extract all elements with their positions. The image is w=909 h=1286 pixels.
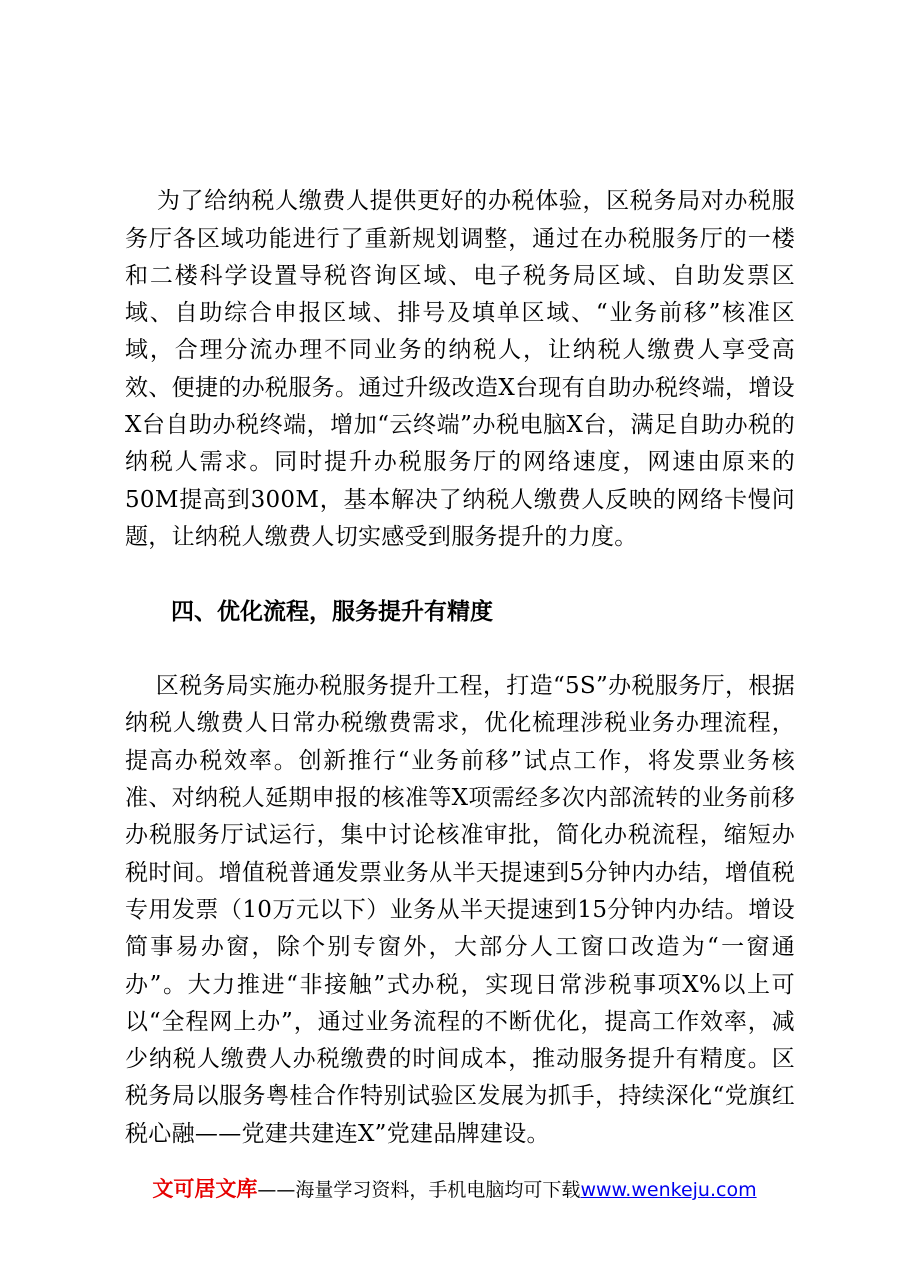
paragraph-2-line-12: 间成本，推动服务提升有精度。区税务局以服务粤桂合作特别 [125, 1046, 795, 1110]
paragraph-2-line-13: 试验区发展为抓手，持续深化“党旗红税心融——党建共建连 [125, 1083, 796, 1147]
paragraph-2-line-6: 税流程，缩短办税时间。增值税普通发票业务从半天提速到5 [125, 822, 795, 886]
document-body [125, 146, 795, 1190]
paragraph-1-line-1: 为了给纳税人缴费人提供更好的办税体验，区税务局对办 [156, 188, 749, 215]
paragraph-1-line-6: 费人享受高效、便捷的办税服务。通过升级改造X台现有自助 [125, 337, 795, 401]
paragraph-1-line-5: 移”核准区域，合理分流办理不同业务的纳税人，让纳税人缴 [125, 300, 795, 364]
paragraph-2-line-11: 的不断优化，提高工作效率，减少纳税人缴费人办税缴费的时 [125, 1008, 795, 1073]
paragraph-2-line-4: 票业务核准、对纳税人延期申报的核准等X项需经多次内部流 [125, 747, 795, 812]
footer-tagline: ——海量学习资料，手机电脑均可下载 [257, 1179, 581, 1201]
paragraph-2-line-8: 到15分钟内办结。增设简事易办窗，除个别专窗外，大部分人 [125, 896, 795, 961]
paragraph-2-line-3: 流程，提高办税效率。创新推行“业务前移”试点工作，将发 [125, 710, 796, 774]
paragraph-1-line-3: 的一楼和二楼科学设置导税咨询区域、电子税务局区域、自助 [125, 225, 796, 289]
footer-banner [0, 1176, 909, 1203]
paragraph-1-line-7: 办税终端，增设X台自助办税终端，增加“云终端”办税电脑 [125, 374, 795, 439]
paragraph-2-line-2: 根据纳税人缴费人日常办税缴费需求，优化梳理涉税业务办理 [125, 673, 795, 737]
paragraph-2-line-9: 工窗口改造为“一窗通办”。大力推进“非接触”式办税，实 [125, 934, 795, 998]
paragraph-1-line-2: 税服务厅各区域功能进行了重新规划调整，通过在办税服务厅 [125, 188, 795, 252]
paragraph-2-line-1: 区税务局实施办税服务提升工程，打造“5S”办税服务厅， [155, 673, 749, 700]
paragraph-1-line-10: 缴费人反映的网络卡慢问题，让纳税人缴费人切实感受到服务 [125, 486, 795, 550]
paragraph-2-line-7: 分钟内办结，增值税专用发票（10万元以下）业务从半天提速 [125, 859, 795, 923]
footer-brand: 文可居文库 [152, 1177, 258, 1201]
paragraph-1-line-8: X台，满足自助办税的纳税人需求。同时提升办税服务厅的网 [125, 412, 796, 476]
paragraph-1-line-4: 发票区域、自助综合申报区域、排号及填单区域、“业务前 [125, 262, 795, 327]
paragraph-1 [125, 146, 795, 594]
paragraph-2 [125, 631, 795, 1190]
paragraph-2-line-10: 现日常涉税事项X%以上可以“全程网上办”，通过业务流程 [125, 971, 795, 1035]
paragraph-2-line-5: 转的业务前移办税服务厅试运行，集中讨论核准审批，简化办 [125, 785, 795, 849]
footer-url-link[interactable]: www.wenkeju.com [580, 1179, 757, 1201]
section-heading: 四、优化流程，服务提升有精度 [171, 598, 493, 625]
paragraph-1-line-9: 络速度，网速由原来的50M提高到300M，基本解决了纳税人 [125, 449, 795, 513]
paragraph-1-line-11: 提升的力度。 [497, 523, 638, 550]
paragraph-2-line-14: X”党建品牌建设。 [358, 1120, 550, 1147]
